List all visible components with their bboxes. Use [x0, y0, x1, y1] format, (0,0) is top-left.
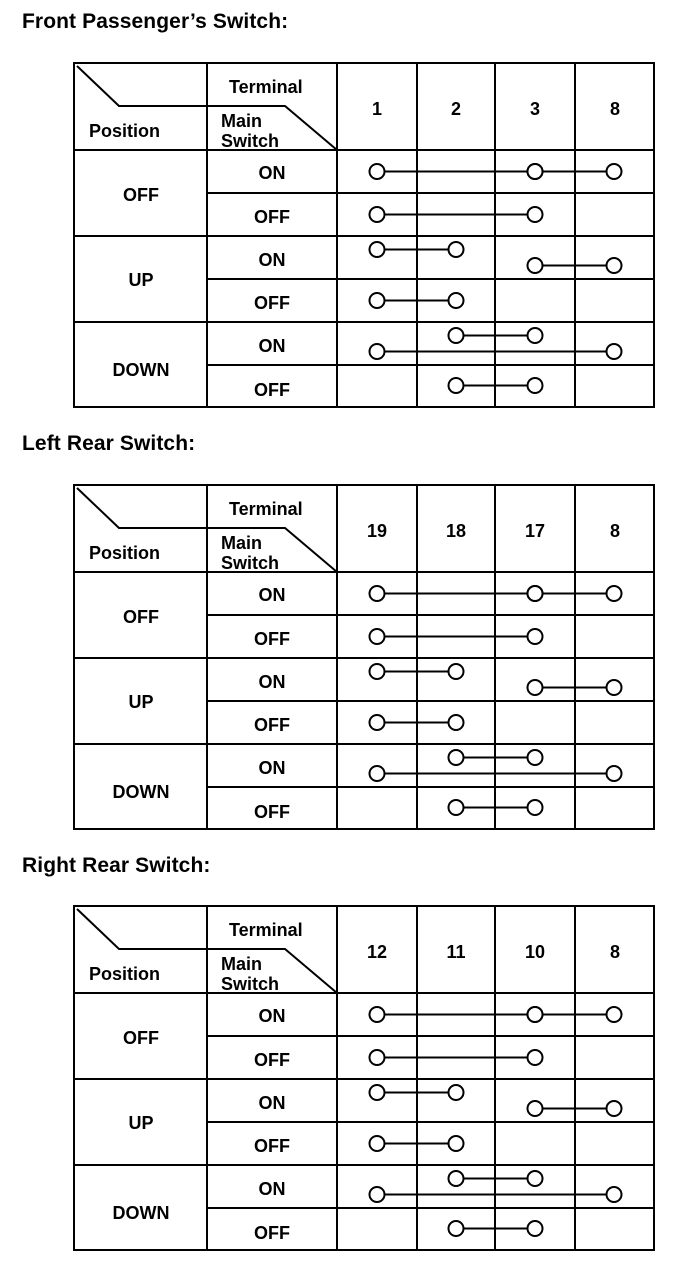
terminal-circle	[370, 344, 385, 359]
main-switch-value: ON	[258, 1006, 286, 1026]
terminal-header: 18	[445, 521, 467, 541]
terminal-header: 2	[450, 99, 461, 119]
terminal-circle	[607, 1101, 622, 1116]
terminal-circle	[370, 766, 385, 781]
terminal-circle	[607, 1007, 622, 1022]
terminal-circle	[528, 1101, 543, 1116]
terminal-circle	[370, 1136, 385, 1151]
terminal-circle	[528, 1050, 543, 1065]
terminal-circle	[607, 1187, 622, 1202]
header-main-label-1: Main	[221, 533, 263, 553]
header-main-label-2: Switch	[221, 131, 280, 151]
terminal-circle	[528, 207, 543, 222]
terminal-circle	[528, 164, 543, 179]
position-label-down: DOWN	[112, 1203, 170, 1223]
main-switch-value: ON	[258, 585, 286, 605]
main-switch-value: ON	[258, 250, 286, 270]
position-label-off: OFF	[123, 1028, 159, 1048]
terminal-circle	[370, 293, 385, 308]
terminal-header: 17	[524, 521, 546, 541]
main-switch-value: OFF	[254, 802, 290, 822]
terminal-circle	[370, 164, 385, 179]
header-main-label-2: Switch	[221, 974, 280, 994]
header-terminal-label: Terminal	[229, 920, 303, 940]
terminal-header: 3	[529, 99, 540, 119]
switch-table-right-rear	[73, 905, 655, 1251]
terminal-circle	[607, 258, 622, 273]
terminal-circle	[370, 1187, 385, 1202]
terminal-circle	[607, 344, 622, 359]
terminal-circle	[370, 586, 385, 601]
terminal-circle	[370, 242, 385, 257]
header-main-label-1: Main	[221, 954, 263, 974]
terminal-header: 12	[366, 942, 388, 962]
position-label-off: OFF	[123, 185, 159, 205]
position-label-down: DOWN	[112, 782, 170, 802]
terminal-circle	[607, 164, 622, 179]
terminal-circle	[528, 586, 543, 601]
terminal-circle	[528, 629, 543, 644]
switch-table-left-rear	[73, 484, 655, 830]
position-label-up: UP	[128, 692, 154, 712]
terminal-circle	[607, 586, 622, 601]
terminal-circle	[528, 1171, 543, 1186]
terminal-circle	[370, 715, 385, 730]
main-switch-value: ON	[258, 1093, 286, 1113]
main-switch-value: OFF	[254, 1136, 290, 1156]
position-label-up: UP	[128, 270, 154, 290]
main-switch-value: ON	[258, 758, 286, 778]
terminal-circle	[370, 664, 385, 679]
terminal-circle	[370, 629, 385, 644]
terminal-circle	[528, 328, 543, 343]
terminal-header: 8	[609, 942, 620, 962]
header-position-label: Position	[89, 543, 160, 563]
terminal-header: 1	[371, 99, 382, 119]
terminal-circle	[449, 1221, 464, 1236]
main-switch-value: OFF	[254, 1050, 290, 1070]
terminal-circle	[528, 258, 543, 273]
terminal-circle	[528, 750, 543, 765]
header-main-label-1: Main	[221, 111, 263, 131]
terminal-header: 8	[609, 99, 620, 119]
terminal-circle	[449, 1171, 464, 1186]
main-switch-value: ON	[258, 163, 286, 183]
terminal-circle	[370, 1050, 385, 1065]
section-title-left-rear: Left Rear Switch:	[22, 432, 196, 455]
terminal-circle	[449, 750, 464, 765]
terminal-circle	[370, 1085, 385, 1100]
terminal-circle	[449, 1136, 464, 1151]
section-title-front-passenger: Front Passenger’s Switch:	[22, 10, 289, 33]
section-title-right-rear: Right Rear Switch:	[22, 854, 211, 877]
main-switch-value: OFF	[254, 380, 290, 400]
header-terminal-label: Terminal	[229, 77, 303, 97]
terminal-circle	[370, 1007, 385, 1022]
header-terminal-label: Terminal	[229, 499, 303, 519]
terminal-circle	[449, 664, 464, 679]
main-switch-value: OFF	[254, 207, 290, 227]
terminal-header: 19	[366, 521, 388, 541]
terminal-circle	[449, 800, 464, 815]
main-switch-value: OFF	[254, 629, 290, 649]
main-switch-value: OFF	[254, 293, 290, 313]
terminal-circle	[607, 766, 622, 781]
terminal-circle	[528, 680, 543, 695]
terminal-circle	[449, 293, 464, 308]
switch-table-front-passenger	[73, 62, 655, 408]
main-switch-value: OFF	[254, 715, 290, 735]
terminal-circle	[528, 800, 543, 815]
terminal-circle	[449, 715, 464, 730]
position-label-down: DOWN	[112, 360, 170, 380]
position-label-off: OFF	[123, 607, 159, 627]
terminal-circle	[449, 328, 464, 343]
terminal-circle	[370, 207, 385, 222]
main-switch-value: ON	[258, 336, 286, 356]
header-position-label: Position	[89, 964, 160, 984]
main-switch-value: ON	[258, 672, 286, 692]
terminal-header: 11	[446, 942, 466, 962]
terminal-header: 8	[609, 521, 620, 541]
position-label-up: UP	[128, 1113, 154, 1133]
header-position-label: Position	[89, 121, 160, 141]
terminal-circle	[449, 378, 464, 393]
main-switch-value: ON	[258, 1179, 286, 1199]
terminal-circle	[449, 242, 464, 257]
main-switch-value: OFF	[254, 1223, 290, 1243]
terminal-circle	[607, 680, 622, 695]
terminal-circle	[449, 1085, 464, 1100]
terminal-header: 10	[524, 942, 546, 962]
terminal-circle	[528, 1007, 543, 1022]
terminal-circle	[528, 378, 543, 393]
header-main-label-2: Switch	[221, 553, 280, 573]
terminal-circle	[528, 1221, 543, 1236]
